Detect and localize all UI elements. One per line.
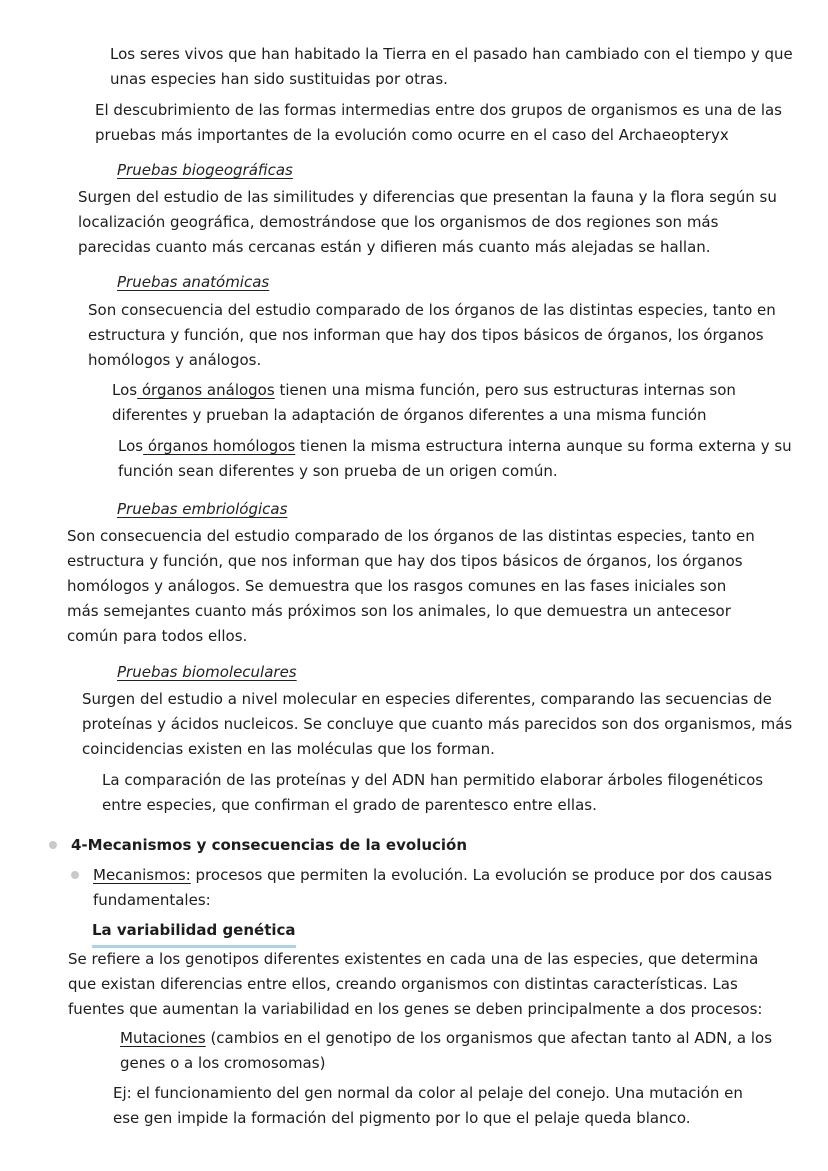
paragraph-biomoleculares: Surgen del estudio a nivel molecular en especies diferentes, comparando las secuencias de proteínas y ácidos nucleicos. Se concluye que cuanto más parecidos son dos organismos, más coincidencias existen en las moléculas que los forman. — [82, 690, 793, 758]
mecanismos-term: Mecanismos: — [93, 866, 191, 884]
paragraph-mutaciones — [120, 1026, 780, 1076]
heading-pruebas-embriologicas: Pruebas embriológicas — [117, 500, 288, 518]
paragraph-anatomicas: Son consecuencia del estudio comparado de los órganos de las distintas especies, tanto en estructura y función, que nos informan que hay dos tipos básicos de órganos, los órganos homólogos y análogos. — [88, 301, 776, 369]
analogos-term: órganos análogos — [137, 381, 275, 399]
paragraph-mecanismos — [93, 863, 773, 913]
mutaciones-term: Mutaciones — [120, 1029, 206, 1047]
heading-pruebas-anatomicas: Pruebas anatómicas — [117, 273, 270, 291]
variabilidad-highlight: La variabilidad genética — [92, 918, 296, 948]
analogos-rest: tienen una misma función, pero sus estructuras internas son diferentes y prueban la adaptación de órganos diferentes a una misma función — [112, 381, 736, 424]
paragraph-variabilidad: Se refiere a los genotipos diferentes existentes en cada una de las especies, que determina que existan diferencias entre ellos, creando organismos con distintas características. Las fuentes que aumentan la variabilidad en los genes se deben principalmente a dos procesos: — [68, 950, 763, 1018]
paragraph-biogeograficas: Surgen del estudio de las similitudes y diferencias que presentan la fauna y la flora según su localización geográfica, demostrándose que los organismos de dos regiones son más parecidas cuanto más cercanas están y difieren más cuanto más alejadas se hallan. — [78, 188, 777, 256]
paragraph-seres-vivos: Los seres vivos que han habitado la Tierra en el pasado han cambiado con el tiempo y que unas especies han sido sustituidas por otras. — [110, 45, 793, 88]
paragraph-ejemplo-conejo: Ej: el funcionamiento del gen normal da color al pelaje del conejo. Una mutación en ese gen impide la formación del pigmento por lo que el pelaje queda blanco. — [113, 1084, 743, 1127]
paragraph-organos-homologos — [118, 434, 798, 484]
homologos-term: órganos homólogos — [143, 437, 296, 455]
mutaciones-rest: (cambios en el genotipo de los organismos que afectan tanto al ADN, a los genes o a los cromosomas) — [120, 1029, 773, 1072]
homologos-prefix: Los — [118, 437, 144, 455]
heading-pruebas-biogeograficas: Pruebas biogeográficas — [117, 161, 293, 179]
analogos-prefix: Los — [112, 381, 138, 399]
paragraph-arboles-filogeneticos: La comparación de las proteínas y del ADN han permitido elaborar árboles filogenéticos entre especies, que confirman el grado de parentesco entre ellas. — [102, 771, 764, 814]
paragraph-formas-intermedias: El descubrimiento de las formas intermedias entre dos grupos de organismos es una de las pruebas más importantes de la evolución como ocurre en el caso del Archaeopteryx — [95, 101, 782, 144]
mecanismos-rest: procesos que permiten la evolución. La evolución se produce por dos causas fundamentales: — [93, 866, 773, 909]
mecanismos-bullet — [71, 871, 79, 879]
section-title: 4-Mecanismos y consecuencias de la evolución — [71, 836, 468, 854]
heading-pruebas-biomoleculares: Pruebas biomoleculares — [117, 663, 297, 681]
paragraph-organos-analogos — [112, 378, 762, 428]
section-bullet — [49, 841, 57, 849]
heading-variabilidad-genetica — [92, 918, 296, 948]
paragraph-embriologicas: Son consecuencia del estudio comparado de los órganos de las distintas especies, tanto en estructura y función, que nos informan que hay dos tipos básicos de órganos, los órganos homólogos y análogos. Se demuestra que los rasgos comunes en las fases iniciales son más semejantes cuanto más próximos son los animales, lo que demuestra un antecesor común para todos ellos. — [67, 527, 755, 645]
homologos-rest: tienen la misma estructura interna aunque su forma externa y su función sean diferentes y son prueba de un origen común. — [118, 437, 792, 480]
